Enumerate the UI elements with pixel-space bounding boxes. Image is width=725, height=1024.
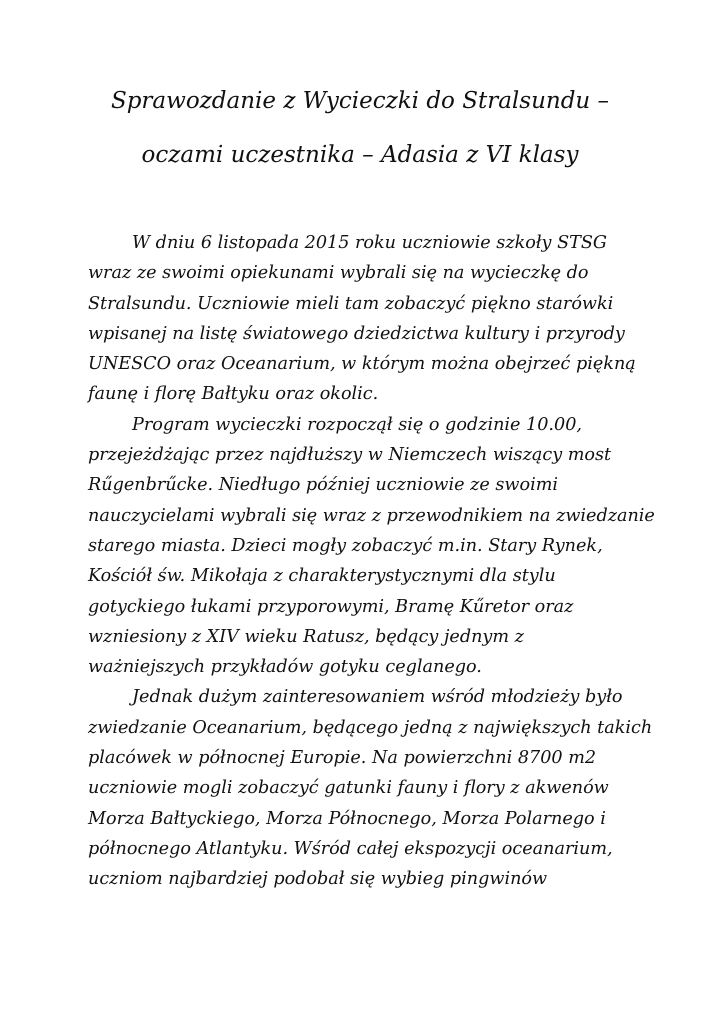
text-line: Rűgenbrűcke. Niedługo później uczniowie ze swoimi — [88, 475, 559, 496]
text-line: Kościół św. Mikołaja z charakterystycznymi dla stylu — [88, 566, 556, 587]
text-line: starego miasta. Dzieci mogły zobaczyć m.in. Stary Rynek, — [88, 535, 603, 556]
text-line: północnego Atlantyku. Wśród całej ekspozycji oceanarium, — [88, 838, 613, 859]
text-line: placówek w północnej Europie. Na powierzchni 8700 m2 — [88, 748, 597, 769]
text-line: faunę i florę Bałtyku oraz okolic. — [88, 384, 379, 405]
text-line: UNESCO oraz Oceanarium, w którym można obejrzeć piękną — [88, 354, 636, 375]
text-line: Stralsundu. Uczniowie mieli tam zobaczyć piękno starówki — [88, 293, 614, 314]
text-line: gotyckiego łukami przyporowymi, Bramę Kűretor oraz — [88, 596, 574, 617]
text-line: przejeżdżając przez najdłuższy w Niemczech wiszący most — [88, 445, 612, 466]
text-line: wpisanej na listę światowego dziedzictwa kultury i przyrody — [88, 323, 625, 344]
text-line: ważniejszych przykładów gotyku ceglanego. — [88, 657, 482, 678]
text-line: Program wycieczki rozpoczął się o godzinie 10.00, — [132, 414, 582, 435]
text-line: zwiedzanie Oceanarium, będącego jedną z największych takich — [88, 717, 653, 738]
text-line: Morza Bałtyckiego, Morza Północnego, Morza Polarnego i — [88, 808, 606, 829]
text-line: Jednak dużym zainteresowaniem wśród młodzieży było — [132, 687, 623, 708]
text-line: nauczycielami wybrali się wraz z przewodnikiem na zwiedzanie — [88, 505, 655, 526]
text-line: uczniom najbardziej podobał się wybieg pingwinów — [88, 869, 548, 890]
text-line: wzniesiony z XIV wieku Ratusz, będący jednym z — [88, 626, 524, 647]
text-line: uczniowie mogli zobaczyć gatunki fauny i flory z akwenów — [88, 778, 609, 799]
text-line: wraz ze swoimi opiekunami wybrali się na wycieczkę do — [88, 263, 589, 284]
document-title-line-1: Sprawozdanie z Wycieczki do Stralsundu – — [110, 88, 610, 114]
document-title-line-2: oczami uczestnika – Adasia z VI klasy — [141, 142, 579, 168]
document-body — [88, 228, 668, 895]
text-line: W dniu 6 listopada 2015 roku uczniowie szkoły STSG — [132, 233, 607, 253]
